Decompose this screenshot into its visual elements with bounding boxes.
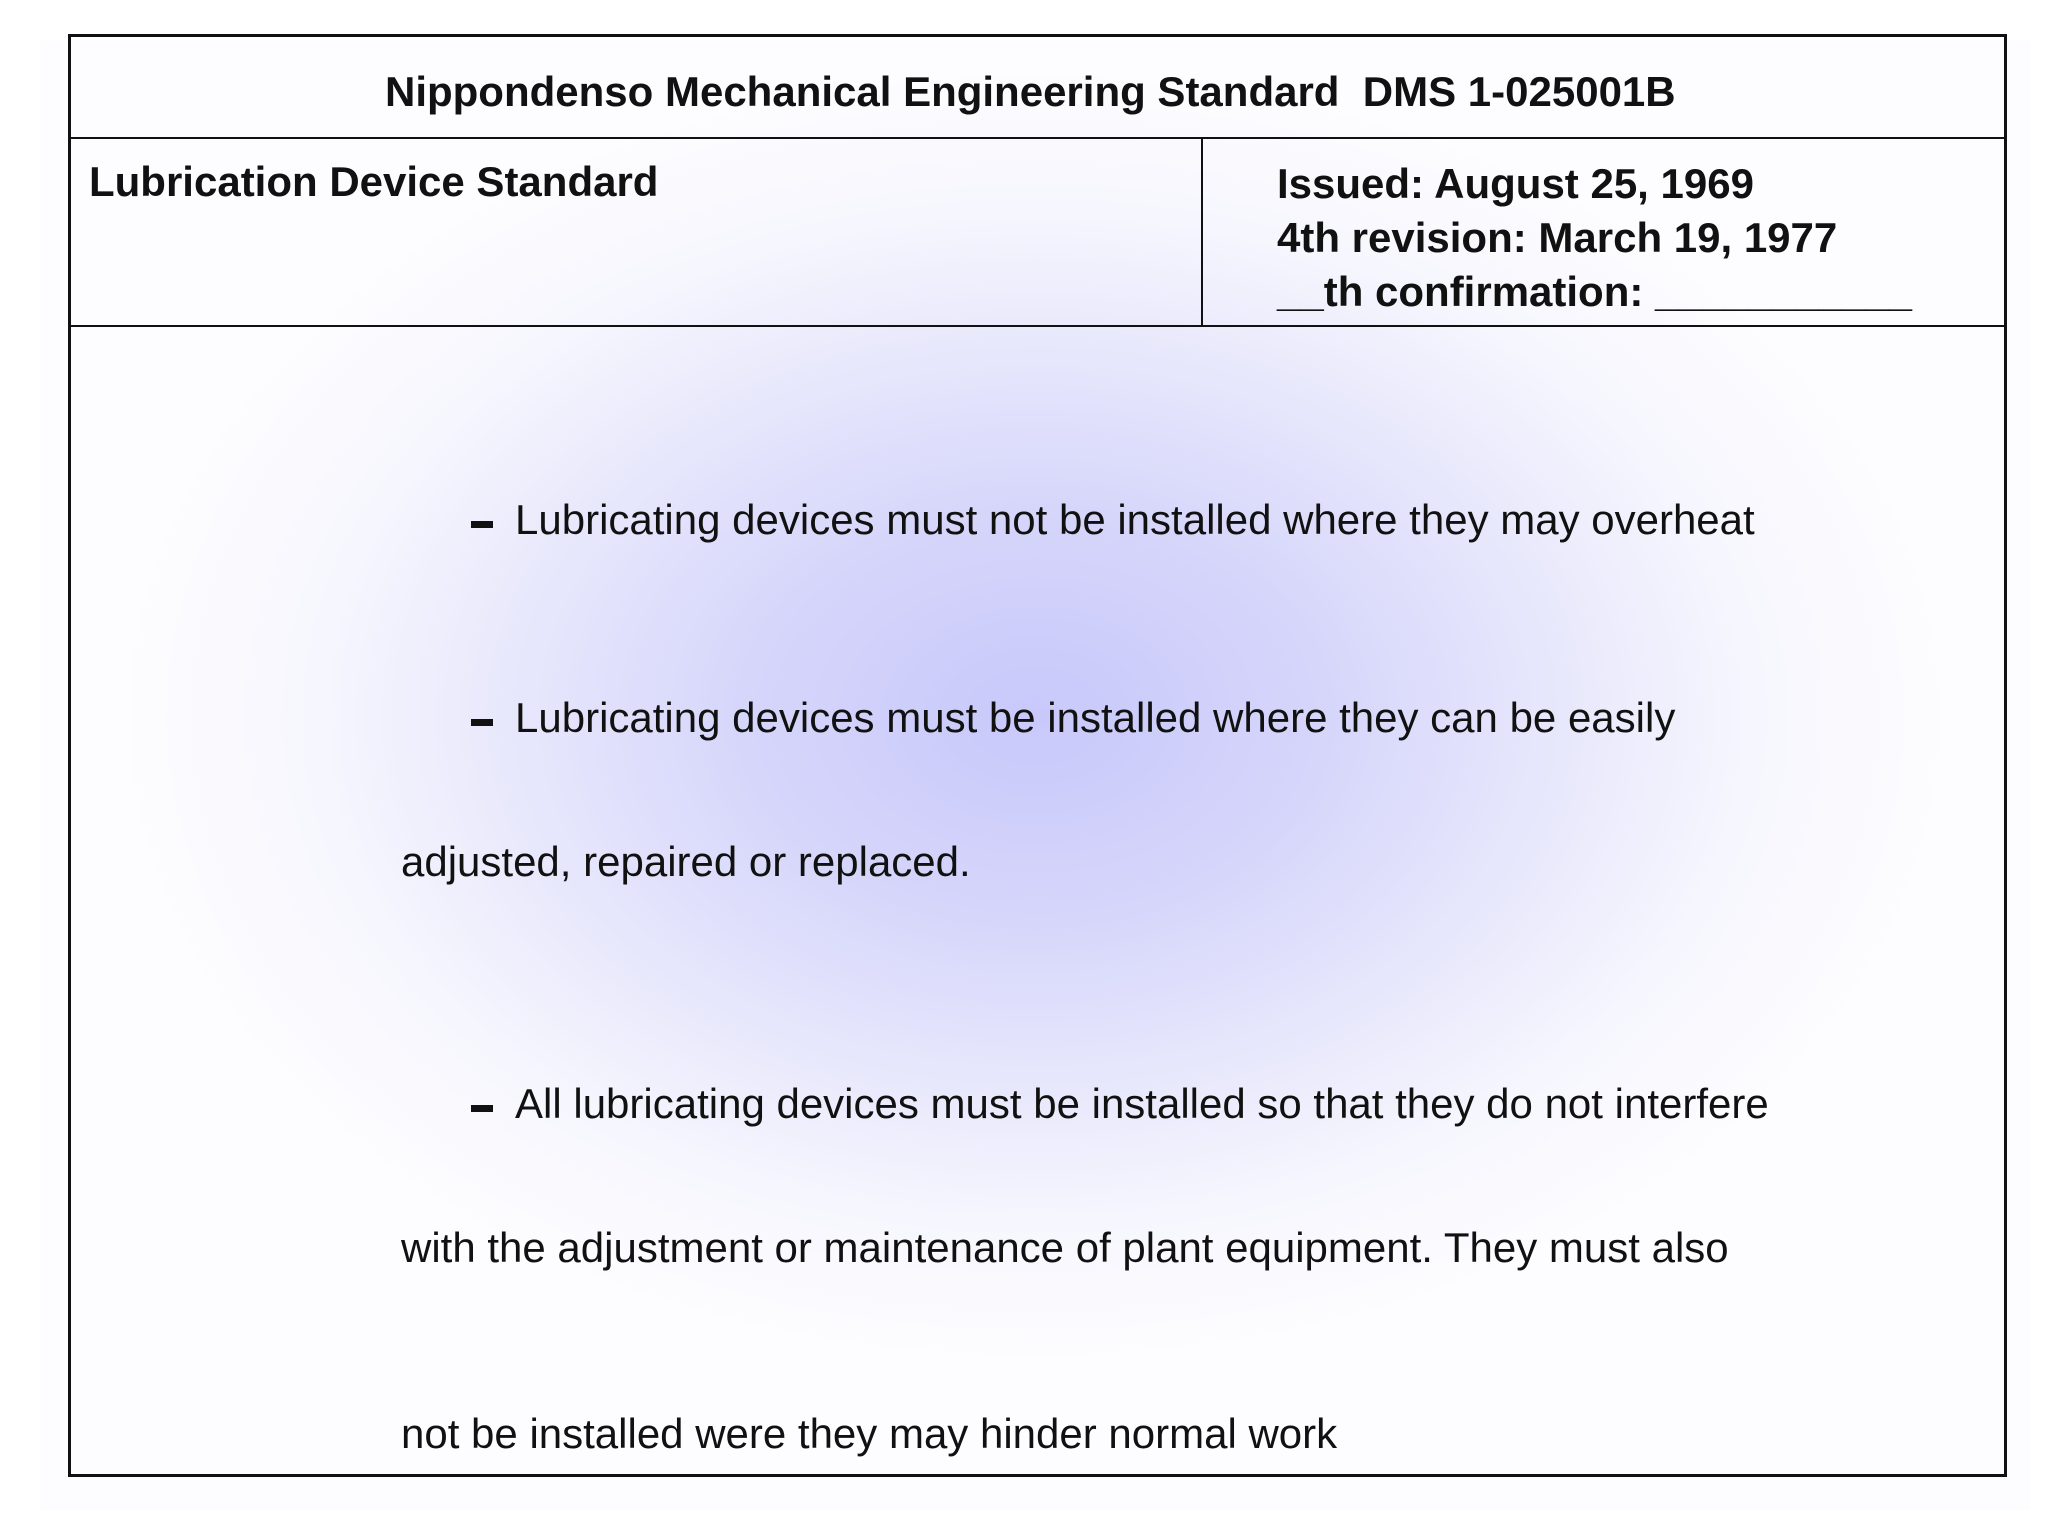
dash-bullet-icon xyxy=(471,719,493,726)
rule-text: Lubricating devices must not be installed where they may overheat xyxy=(515,496,1755,543)
issued-date: Issued: August 25, 1969 xyxy=(1277,160,1754,207)
dash-bullet-icon xyxy=(471,521,493,528)
rule-item-1 xyxy=(401,457,1755,583)
info-row xyxy=(71,139,2004,327)
rule-item-3-continuation-2: not be installed were they may hinder normal work xyxy=(401,1410,1338,1457)
rule-text: Lubricating devices must be installed where they can be easily xyxy=(515,694,1676,741)
rule-text: All lubricating devices must be installed so that they do not interfere xyxy=(515,1080,1769,1127)
rule-item-2 xyxy=(401,655,1675,781)
rule-item-3-continuation-1: with the adjustment or maintenance of plant equipment. They must also xyxy=(401,1224,1729,1271)
revision-info xyxy=(1277,157,1912,319)
rule-item-3 xyxy=(401,1041,1769,1167)
confirmation-line: __th confirmation: ___________ xyxy=(1277,268,1912,315)
info-divider xyxy=(1201,139,1203,325)
rule-item-2-continuation: adjusted, repaired or replaced. xyxy=(401,838,971,885)
title-row xyxy=(71,37,2004,139)
document-title: Nippondenso Mechanical Engineering Standard DMS 1-025001B xyxy=(385,68,1676,115)
revision-date: 4th revision: March 19, 1977 xyxy=(1277,214,1838,261)
dash-bullet-icon xyxy=(471,1105,493,1112)
standard-document-frame xyxy=(68,34,2007,1477)
document-subject: Lubrication Device Standard xyxy=(89,158,659,205)
